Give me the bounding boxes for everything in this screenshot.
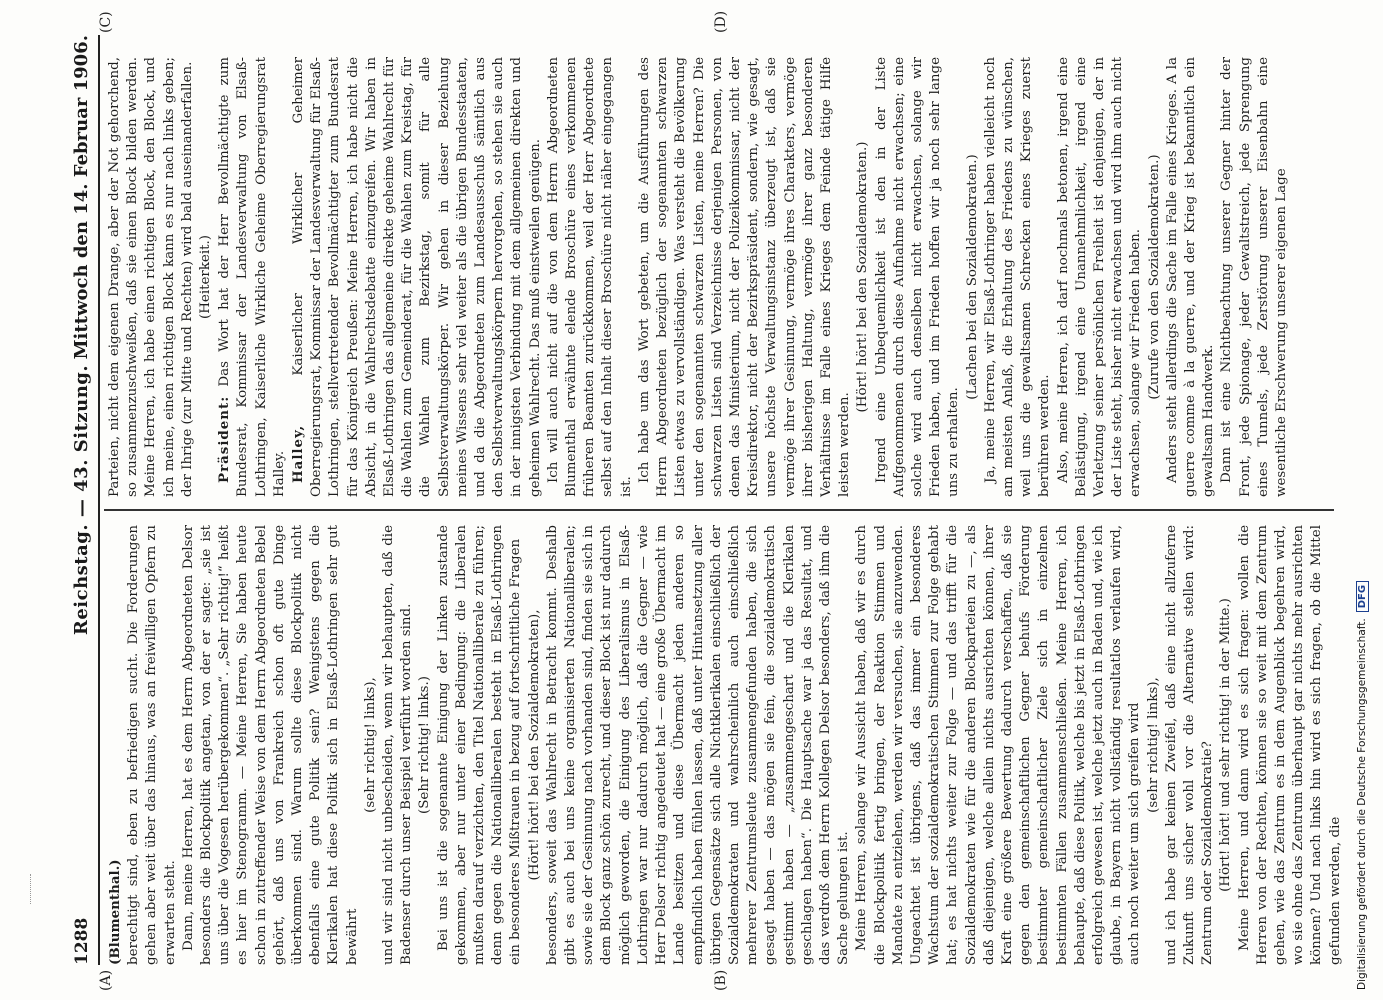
margin-marker-a: (A) — [98, 969, 114, 991]
paragraph: Irgend eine Unbequemlichkeit ist den in der Liste Aufgenommenen durch diese Aufnahme nicht erwachsen; eine solche wird auch denselben nicht erwachsen, solange wir Frieden haben, und im Frieden hoffen wir ja noch sehr lange uns zu erhalten. — [873, 57, 962, 497]
speaker-reference: (Blumenthal.) — [107, 859, 123, 965]
paragraph: berechtigt sind, eben zu befriedigen sucht. Die Forderungen gehen aber weit über das hinaus, was an freiwilligen Opfern zu erwarten steht. — [126, 525, 178, 965]
paragraph: Dann ist eine Nichtbeachtung unserer Gegner hinter der Front, jede Spionage, jeder Gewaltstreich, jede Sprengung eines Tunnels, jede Zerstörung unserer Eisenbahn eine wesentliche Erschwerung unserer eigenen Lage — [1219, 57, 1289, 497]
paragraph: Präsident: Das Wort hat der Herr Bevollmächtigte zum Bundesrat, Kommissar der Landesverwaltung von Elsaß-Lothringen, Kaiserliche Wirkliche Geheime Oberregierungsrat Halley. — [216, 57, 287, 497]
column-divider — [104, 509, 1334, 511]
interjection: (Lachen bei den Sozialdemokraten.) — [964, 154, 980, 400]
interjection: (Zurufe von den Sozialdemokraten.) — [1146, 154, 1162, 400]
margin-marker-d: (D) — [713, 10, 729, 33]
interjection: (Hört! hört! bei den Sozialdemokraten.) — [855, 141, 871, 413]
dfg-logo: DFG — [1356, 581, 1369, 612]
paragraph: Ich habe um das Wort gebeten, um die Ausführungen des Herrn Abgeordneten bezüglich der sogenannten schwarzen Listen etwas zu vervollständigen. Was versteht die Bevölkerung unter den sogenannten schwarzen Listen, meine Herren? Die schwarzen Listen sind Verzeichnisse derjenigen Personen, von denen das Ministerium, nicht der Polizeikommissar, nicht der Kreisdirektor, nicht der Bezirkspräsident, sondern, wie gesagt, unsere höchste Verwaltungsinstanz überzeugt ist, daß sie vermöge ihrer Gesinnung, vermöge ihres Charakters, vermöge ihrer bisherigen Haltung, vermöge ihrer ganz besonderen Verhältnisse im Falle eines Krieges dem Feinde tätige Hilfe leisten werden. — [636, 57, 853, 497]
interjection: (Hört! hört! bei den Sozialdemokraten), — [526, 609, 542, 881]
interjection: (Hört! hört! und sehr richtig! in der Mitte.) — [1218, 598, 1234, 892]
paragraph: Halley, Kaiserlicher Wirklicher Geheimer Oberregierungsrat, Kommissar der Landesverwaltung für Elsaß-Lothringen, stellvertretender Bevollmächtigter zum Bundesrat für das Königreich Preußen: Meine Herren, ich habe nicht die Absicht, in die Wahlrechtsdebatte einzugreifen. Wir haben in Elsaß-Lothringen das allgemeine direkte geheime Wahlrecht für die Wahlen zum Gemeinderat, für die Wahlen zum Kreistag, für die Wahlen zum Bezirkstag, somit für alle Selbstverwaltungskörper. Wir gehen in dieser Beziehung meines Wissens sehr viel weiter als die übrigen Bundesstaaten, und da die Abgeordneten zum Landesausschuß sämtlich aus den Selbstverwaltungskörpern hervorgehen, so stehen sie auch in der innigsten Verbindung mit dem allgemeinen direkten und geheimen Wahlrecht. Das muß einstweilen genügen. — [290, 57, 543, 497]
page-header — [68, 35, 100, 965]
scan-edge-mark — [30, 874, 39, 904]
paragraph: Parteien, nicht dem eigenen Drange, aber der Not gehorchend, so zusammenzuschweißen, daß sie einen Block bilden werden. Meine Herren, ich habe einen richtigen Block, den Block, und ich meine, einen richtigen Block kann es nur nach links geben; der Ihrige (zur Mitte und Rechten) wird bald auseinanderfallen. — [107, 57, 195, 497]
paragraph: Ja, meine Herren, wir Elsaß-Lothringer haben vielleicht noch am meisten Anlaß, die Erhaltung des Friedens zu wünschen, weil uns die gewaltsamen Schrecken eines Krieges zuerst berühren werden. — [982, 57, 1053, 497]
paragraph: Dann, meine Herren, hat es dem Herrn Abgeordneten Delsor besonders die Blockpolitik angetan, von der er sagte: „sie ist uns über die Vogesen herübergekommen“. „Sehr richtig!“ heißt es hier im Stenogramm. — Meine Herren, Sie haben heute schon in zutreffender Weise von dem Herrn Abgeordneten Bebel gehört, daß uns von Frankreich schon oft gute Dinge überkommen sind. Warum sollte diese Blockpolitik nicht ebenfalls eine gute Politik sein? Wenigstens gegen die Klerikalen hat diese Politik sich in Elsaß-Lothringen sehr gut bewährt — [180, 525, 360, 965]
right-column — [106, 57, 1331, 497]
margin-marker-c: (C) — [98, 11, 114, 33]
speaker-name: Halley, — [290, 424, 307, 483]
paragraph: Also, meine Herren, ich darf nochmals betonen, irgend eine Belästigung, irgend eine Unannehmlichkeit, irgend eine Verletzung seiner persönlichen Freiheit ist denjenigen, der in der Liste steht, bisher nicht erwachsen und wird ihm auch nicht erwachsen, solange wir Frieden haben. — [1055, 57, 1144, 497]
paragraph: Meine Herren, solange wir Aussicht haben, daß wir es durch die Blockpolitik fertig bringen, der Reaktion Stimmen und Mandate zu entziehen, werden wir versuchen, sie anzuwenden. Ungeachtet ist übrigens, daß das immer ein besonderes Wachstum der sozialdemokratischen Stimmen zur Folge gehabt hat; es hat nichts weiter zur Folge — und das trifft für die Sozialdemokraten wie für die anderen Blockparteien zu —, als daß diejenigen, welche allein nichts ausrichten können, ihrer Kraft eine größere Bewertung dadurch verschaffen, daß sie gegen den gemeinschaftlichen Gegner behufs Förderung bestimmter gemeinschaftlicher Ziele sich in einzelnen bestimmten Fällen zusammenschließen. Meine Herren, ich behaupte, daß diese Politik, welche bis jetzt in Elsaß-Lothringen erfolgreich gewesen ist, welche jetzt auch in Baden und, wie ich glaube, in Bayern nicht vollständig resultatlos verlaufen wird, auch noch weiter um sich greifen wird — [854, 525, 1143, 965]
interjection: (sehr richtig! links), — [362, 677, 378, 813]
page-date: Mittwoch den 14. Februar 1906. — [71, 35, 92, 360]
interjection: (Heiterkeit.) — [198, 235, 214, 319]
speaker-name: Präsident: — [216, 395, 233, 483]
left-column — [106, 525, 1343, 965]
paragraph: Bei uns ist die sogenannte Einigung der Linken zustande gekommen, aber nur unter einer Bedingung: die Liberalen mußten darauf verzichten, den Titel Nationalliberale zu führen; denn gegen die Nationalliberalen besteht in Elsaß-Lothringen ein besonderes Mißtrauen in bezug auf fortschrittliche Fragen — [435, 525, 524, 965]
paragraph: Ich will auch nicht auf die von dem Herrn Abgeordneten Blumenthal erwähnte elende Broschüre eines verkommenen früheren Beamten zurückkommen, weil der Herr Abgeordnete selbst auf den Inhalt dieser Broschüre nicht näher eingegangen ist. — [545, 57, 634, 497]
paragraph: Anders steht allerdings die Sache im Falle eines Krieges. A la guerre comme à la guerre, und der Krieg ist bekanntlich ein gewaltsam Handwerk. — [1164, 57, 1217, 497]
rotated-page — [68, 10, 1368, 991]
margin-marker-b: (B) — [713, 969, 729, 991]
page-number: 1288 — [72, 917, 92, 965]
page-title: Reichstag. — 43. Sitzung. — [71, 364, 92, 636]
interjection: (Sehr richtig! links.) — [417, 676, 433, 814]
credit-text: Digitalisierung gefördert durch die Deutsche Forschungsgemeinschaft. — [1356, 618, 1368, 990]
digitization-credit — [1356, 581, 1369, 990]
paragraph: und ich habe gar keinen Zweifel, daß eine nicht allzuferne Zukunft uns sicher wohl vor die Alternative stellen wird: Zentrum oder Sozialdemokratie? — [1163, 525, 1216, 965]
interjection: (sehr richtig! links), — [1145, 677, 1161, 813]
paragraph: Meine Herren, und dann wird es sich fragen: wollen die Herren von der Rechten, können sie so weit mit dem Zentrum gehen, wie das Zentrum es in dem Augenblick begehren wird, wo sie ohne das Zentrum überhaupt gar nichts mehr ausrichten können? Und nach links hin wird es sich fragen, ob die Mittel gefunden werden, die — [1236, 525, 1343, 965]
paragraph: und wir sind nicht unbescheiden, wenn wir behaupten, daß die Badenser durch unser Beispiel verführt worden sind. — [381, 525, 415, 965]
paragraph: besonders, soweit das Wahlrecht in Betracht kommt. Deshalb gibt es auch bei uns keine organisierten Nationalliberalen; sowie sie der Gesinnung nach vorhanden sind, finden sie sich in dem Block ganz schön zurecht, und dieser Block ist nur dadurch möglich geworden, die Einigung des Liberalismus in Elsaß-Lothringen war nur dadurch möglich, daß die Gegner — wie Herr Delsor richtig angedeutet hat — eine große Übermacht im Lande besitzen und diese Übermacht jeden anderen so empfindlich haben fühlen lassen, daß unter Hintansetzung aller übrigen Gegensätze sich alle Nichtklerikalen einschließlich der Sozialdemokraten und wahrscheinlich auch einschließlich mehrerer Zentrumsleute zusammengefunden haben, die sich gesagt haben — das mögen sie fein, die sozialdemokratisch gestimmt haben — „zusammengeschart und die Klerikalen geschlagen haben“. Die Hauptsache war ja das Resultat, und das verdroß dem Herrn Kollegen Delsor besonders, daß ihm die Sache gelungen ist. — [544, 525, 852, 965]
